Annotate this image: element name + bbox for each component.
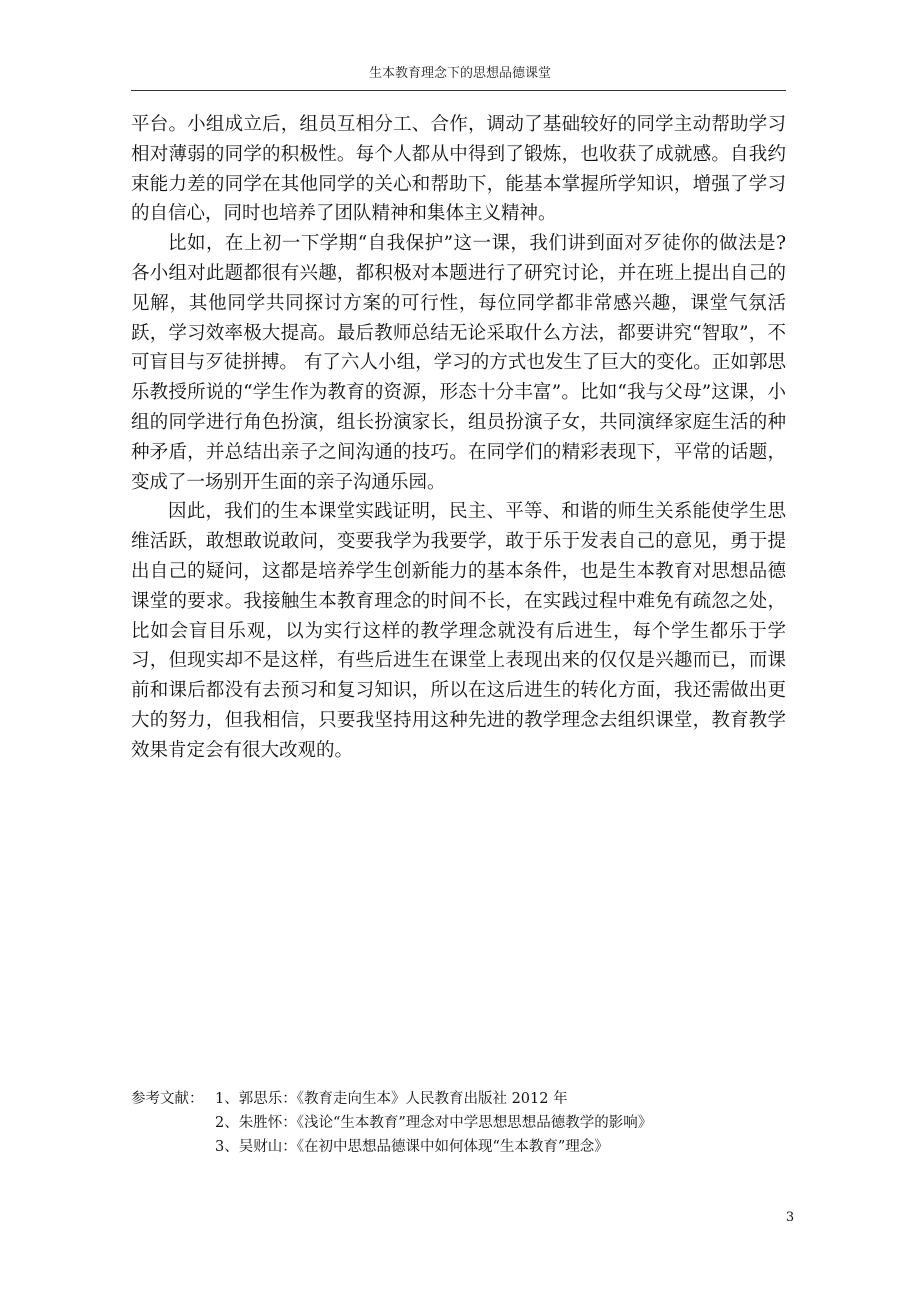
header-divider — [131, 90, 786, 91]
reference-row — [131, 1111, 786, 1135]
body-paragraph: 平台。小组成立后，组员互相分工、合作，调动了基础较好的同学主动帮助学习相对薄弱的同学的积极性。每个人都从中得到了锻炼，也收获了成就感。自我约束能力差的同学在其他同学的关心和帮助下，能基本掌握所学知识，增强了学习的自信心，同时也培养了团队精神和集体主义精神。 — [131, 114, 786, 225]
body-paragraph: 因此，我们的生本课堂实践证明，民主、平等、和谐的师生关系能使学生思维活跃，敢想敢说敢问，变要我学为我要学，敢于乐于发表自己的意见，勇于提出自己的疑问，这都是培养学生创新能力的基本条件，也是生本教育对思想品德课堂的要求。我接触生本教育理念的时间不长，在实践过程中难免有疏忽之处，比如会盲目乐观，以为实行这样的教学理念就没有后进生，每个学生都乐于学习，但现实却不是这样，有些后进生在课堂上表现出来的仅仅是兴趣而已，而课前和课后都没有去预习和复习知识，所以在这后进生的转化方面，我还需做出更大的努力，但我相信，只要我坚持用这种先进的教学理念去组织课堂，教育教学效果肯定会有很大改观的。 — [131, 501, 786, 761]
references-label: 参考文献： — [131, 1091, 204, 1107]
body-text — [131, 110, 786, 766]
reference-item: 1、郭思乐：《教育走向生本》人民教育出版社 2012 年 — [215, 1091, 568, 1107]
page-number: 3 — [785, 1210, 795, 1225]
reference-item: 3、吴财山：《在初中思想品德课中如何体现“生本教育”理念》 — [215, 1139, 609, 1155]
body-paragraph: 比如，在上初一下学期“自我保护”这一课，我们讲到面对歹徒你的做法是?各小组对此题都很有兴趣，都积极对本题进行了研究讨论，并在班上提出自己的见解，其他同学共同探讨方案的可行性，每位同学都非常感兴趣，课堂气氛活跃，学习效率极大提高。最后教师总结无论采取什么方法，都要讲究“智取”，不可盲目与歹徒拼搏。 有了六人小组，学习的方式也发生了巨大的变化。正如郭思乐教授所说的“学生作为教育的资源，形态十分丰富”。比如“我与父母”这课，小组的同学进行角色扮演，组长扮演家长，组员扮演子女，共同演绎家庭生活的种种矛盾，并总结出亲子之间沟通的技巧。在同学们的精彩表现下，平常的话题，变成了一场别开生面的亲子沟通乐园。 — [131, 233, 786, 493]
references-section — [131, 1087, 786, 1159]
running-header: 生本教育理念下的思想品德课堂 — [368, 66, 551, 81]
reference-row — [131, 1135, 786, 1159]
reference-row — [131, 1087, 786, 1111]
reference-item: 2、朱胜怀：《浅论“生本教育”理念对中学思想思想品德教学的影响》 — [215, 1115, 653, 1131]
